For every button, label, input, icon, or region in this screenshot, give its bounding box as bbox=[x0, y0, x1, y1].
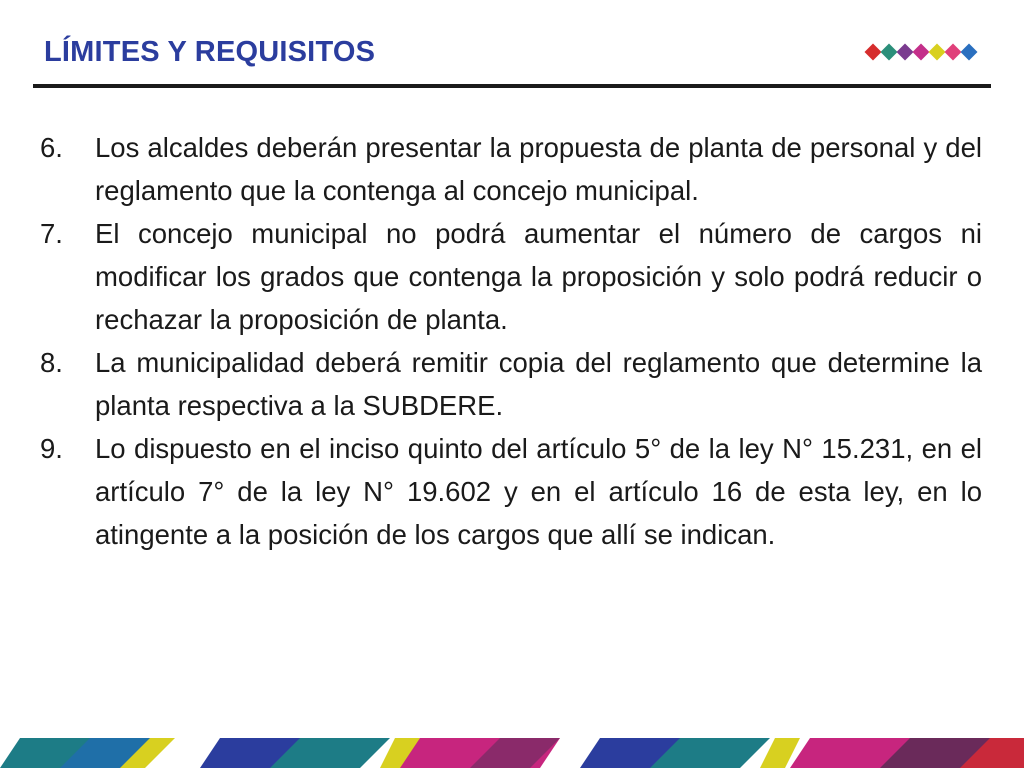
item-number: 8. bbox=[40, 347, 63, 378]
list-item bbox=[40, 212, 982, 341]
diamond-icon bbox=[961, 44, 978, 61]
list-item bbox=[40, 126, 982, 212]
item-number: 6. bbox=[40, 132, 63, 163]
diamond-icon bbox=[865, 44, 882, 61]
page-title: LÍMITES Y REQUISITOS bbox=[44, 36, 376, 68]
diamond-icon bbox=[897, 44, 914, 61]
footer-decoration bbox=[0, 738, 1024, 768]
item-text: La municipalidad deberá remitir copia del reglamento que determine la planta respectiva a la SUBDERE. bbox=[95, 347, 982, 421]
requirements-list bbox=[40, 126, 982, 556]
diamond-icon bbox=[881, 44, 898, 61]
item-number: 9. bbox=[40, 433, 63, 464]
diamond-icon bbox=[913, 44, 930, 61]
item-number: 7. bbox=[40, 218, 63, 249]
diamond-icon bbox=[945, 44, 962, 61]
item-text: Los alcaldes deberán presentar la propuesta de planta de personal y del reglamento que la contenga al concejo municipal. bbox=[95, 132, 982, 206]
item-text: Lo dispuesto en el inciso quinto del artículo 5° de la ley N° 15.231, en el artículo 7° de la ley N° 19.602 y en el artículo 16 de esta ley, en lo atingente a la posición de los cargos que allí se indican. bbox=[95, 433, 982, 550]
item-text: El concejo municipal no podrá aumentar el número de cargos ni modificar los grados que contenga la proposición y solo podrá reducir o rechazar la proposición de planta. bbox=[95, 218, 982, 335]
list-item bbox=[40, 427, 982, 556]
list-item bbox=[40, 341, 982, 427]
title-rule bbox=[33, 84, 991, 88]
header-diamonds bbox=[866, 46, 976, 60]
diamond-icon bbox=[929, 44, 946, 61]
